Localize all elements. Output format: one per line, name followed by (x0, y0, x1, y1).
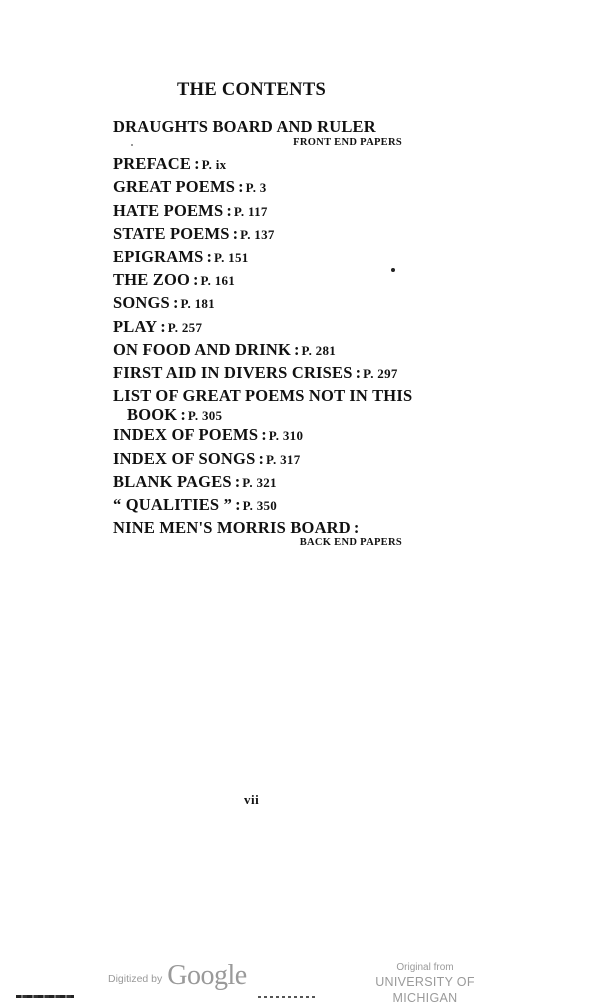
toc-entry-title: SONGS (113, 293, 170, 313)
toc-entry-page: P. 137 (240, 226, 275, 242)
toc-entry-separator: : (261, 425, 267, 445)
toc-entry-title: STATE POEMS (113, 223, 230, 243)
toc-entry-page: P. 161 (200, 273, 236, 289)
page-number: vii (244, 792, 260, 807)
toc-entry-title: INDEX OF SONGS (113, 448, 256, 468)
toc-entry-separator: : (353, 518, 360, 538)
toc-entry-page: P. 3 (245, 180, 267, 196)
toc-entry-page: P. 350 (242, 498, 278, 514)
source-attribution (350, 962, 500, 1006)
toc-entry-page: P. 297 (363, 366, 398, 382)
digitized-by-label: Digitized by (108, 973, 163, 985)
toc-entry-title: FIRST AID IN DIVERS CRISES (113, 363, 353, 383)
toc-entry-title-continued: BOOK (127, 405, 178, 425)
toc-entry-title: BLANK PAGES (113, 471, 232, 491)
toc-entry-morris (113, 517, 458, 539)
toc-entry-title: EPIGRAMS (113, 247, 204, 267)
toc-entry-title: DRAUGHTS BOARD AND RULER (113, 117, 376, 136)
toc-entry (113, 292, 458, 315)
toc-entry (113, 200, 458, 223)
toc-entry-separator: : (234, 471, 241, 491)
toc-entry-separator: : (160, 316, 166, 336)
toc-entry-page: P. 257 (167, 319, 203, 335)
toc-entry (113, 471, 458, 494)
toc-entry-separator: : (235, 495, 241, 515)
toc-entry-title: GREAT POEMS (113, 177, 236, 197)
toc-entry-separator: : (355, 363, 362, 383)
toc-entry-page: P. 317 (265, 451, 301, 467)
toc-entry-separator: : (226, 200, 232, 220)
toc-entry-title: PLAY (113, 316, 158, 336)
page-title: THE CONTENTS (177, 80, 327, 100)
toc-entry-title: HATE POEMS (113, 200, 224, 220)
toc-entry-page: P. 305 (187, 408, 223, 424)
toc-entry-title: THE ZOO (113, 270, 191, 290)
toc-entry (113, 494, 458, 517)
toc-entry (113, 153, 458, 176)
toc-entry-wrapped (113, 385, 458, 424)
toc-entry-title: ON FOOD AND DRINK (113, 339, 292, 359)
scan-edge-artifact (16, 995, 74, 998)
toc-entry-page: P. ix (201, 157, 227, 173)
toc-entry (113, 339, 458, 362)
toc-entry-separator: : (294, 339, 300, 359)
table-of-contents (113, 116, 458, 550)
toc-entry (113, 246, 458, 269)
toc-entry-separator: : (232, 223, 239, 243)
toc-entry-title: LIST OF GREAT POEMS NOT IN THIS (113, 386, 413, 406)
toc-entry-continuation (113, 407, 458, 424)
toc-entry (113, 424, 458, 447)
toc-entry-note-back: BACK END PAPERS (299, 537, 402, 549)
toc-entry-note-front: FRONT END PAPERS (293, 137, 402, 149)
institution-name: UNIVERSITY OF MICHIGAN (375, 975, 475, 1005)
toc-entry-page: P. 151 (214, 250, 249, 266)
toc-entry (113, 176, 458, 199)
toc-entry-separator: : (206, 247, 213, 267)
toc-entry (113, 362, 458, 385)
toc-entry-title: NINE MEN'S MORRIS BOARD (113, 518, 351, 538)
toc-entry (113, 316, 458, 339)
toc-entry (113, 223, 458, 246)
toc-entry-draughts (113, 116, 458, 138)
toc-entry-separator: : (238, 177, 244, 197)
toc-entry-page: P. 181 (180, 296, 215, 312)
scan-edge-artifact (258, 996, 318, 998)
toc-entry-page: P. 281 (301, 342, 337, 358)
toc-entry-separator: : (172, 293, 179, 313)
digitization-watermark (108, 960, 247, 992)
toc-entry-page: P. 321 (242, 474, 277, 490)
toc-entry-separator: : (193, 270, 199, 290)
original-from-label: Original from (396, 962, 454, 973)
toc-entry-title: INDEX OF POEMS (113, 425, 259, 445)
toc-entry (113, 448, 458, 471)
toc-entry-separator: : (194, 154, 200, 174)
toc-entry-title: “ QUALITIES ” (113, 495, 233, 515)
toc-entry-page: P. 310 (268, 428, 304, 444)
toc-entry (113, 269, 458, 292)
toc-entry-title: PREFACE (113, 154, 192, 174)
google-logo: Google (167, 960, 247, 991)
toc-entry-separator: : (258, 448, 264, 468)
toc-entry-page: P. 117 (233, 203, 268, 219)
toc-entry-separator: : (180, 405, 186, 425)
